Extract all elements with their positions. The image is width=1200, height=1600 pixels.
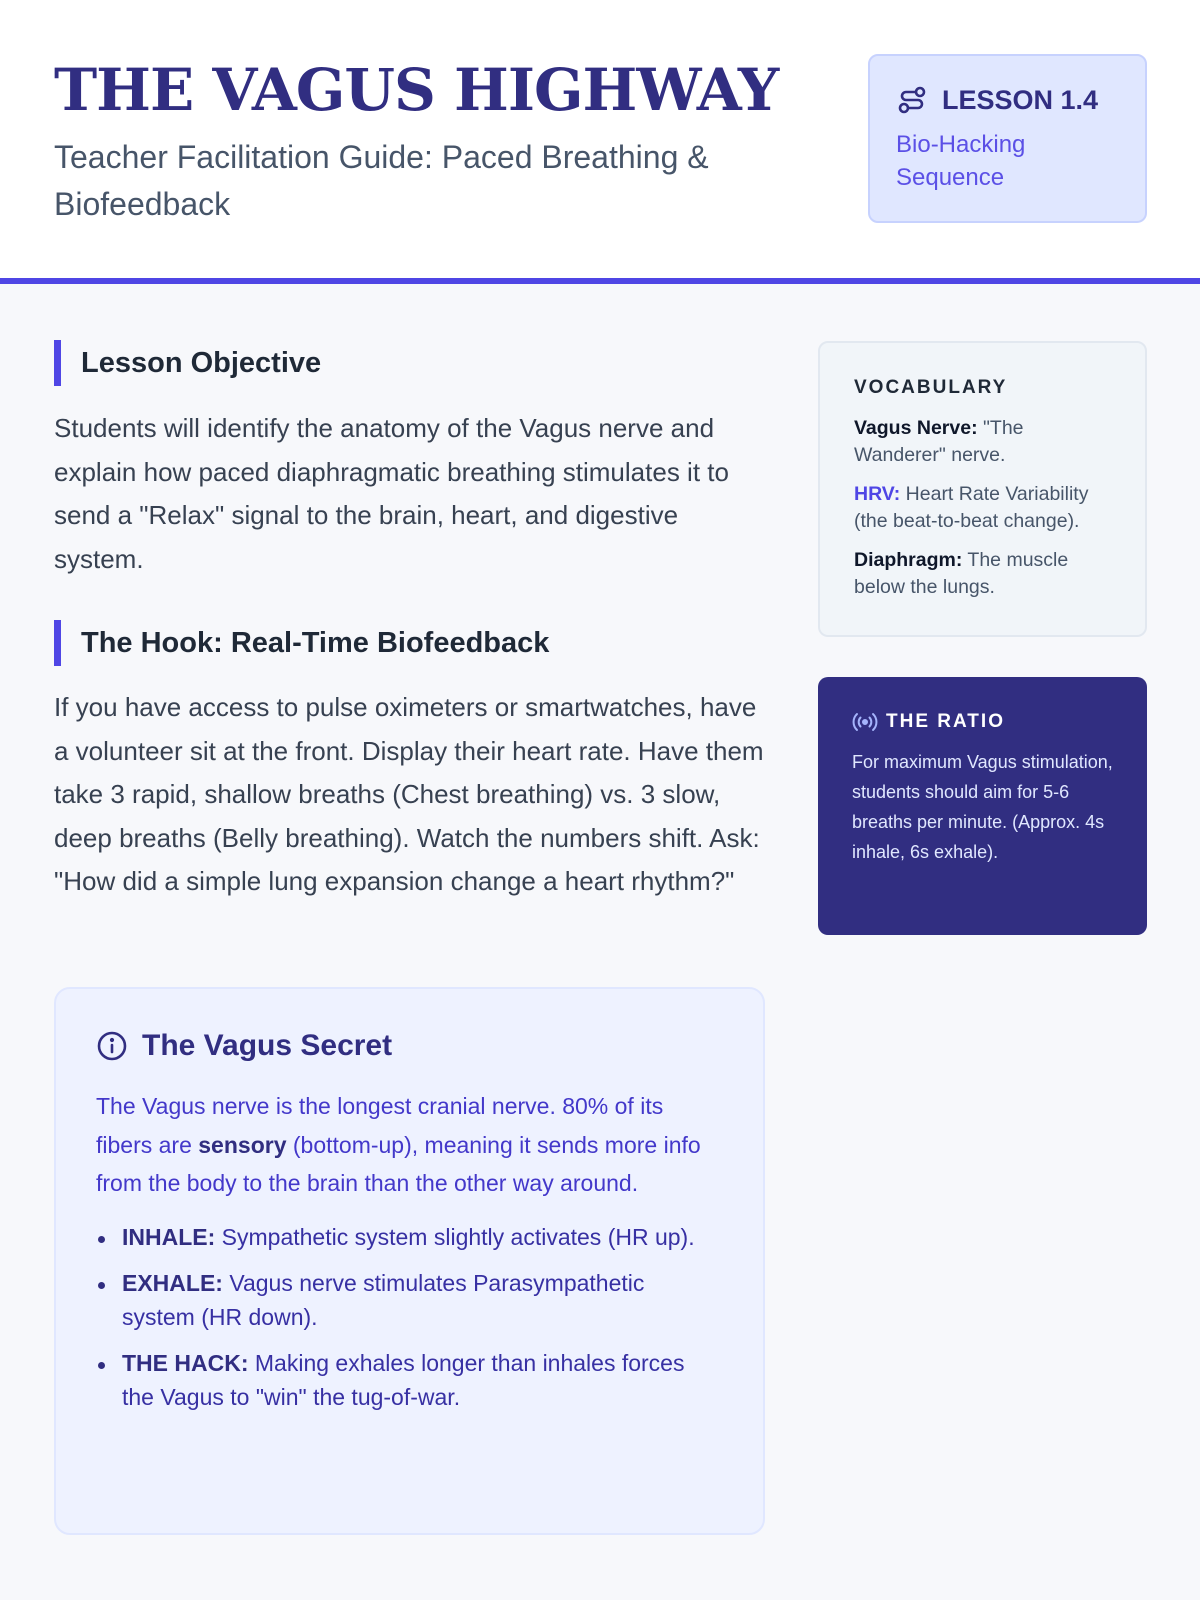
page-subtitle: Teacher Facilitation Guide: Paced Breathing & Biofeedback [54,139,709,222]
vocab-definition: Heart Rate Variability (the beat-to-beat change). [854,483,1089,532]
objective-heading: Lesson Objective [54,340,321,386]
broadcast-icon [852,712,878,732]
secret-title: The Vagus Secret [142,1029,393,1062]
objective-text: Students will identify the anatomy of the Vagus nerve and explain how paced diaphragmatic breathing stimulates it to send a "Relax" signal to the brain, heart, and digestive system. [54,413,729,574]
lesson-number: LESSON 1.4 [942,84,1099,115]
page-header [0,0,1200,284]
secret-list [96,1221,721,1415]
list-item: EXHALE: Vagus nerve stimulates Parasympathetic system (HR down). [96,1267,721,1334]
vagus-secret-callout [54,987,765,1535]
list-item: INHALE: Sympathetic system slightly activates (HR up). [96,1221,721,1255]
vocabulary-title: VOCABULARY [854,377,1008,398]
vocab-definition: The muscle below the lungs. [854,549,1069,598]
vocab-item [854,481,1115,535]
list-item: THE HACK: Making exhales longer than inhales forces the Vagus to "win" the tug-of-war. [96,1347,721,1414]
ratio-title: THE RATIO [886,711,1005,732]
vocab-term: Vagus Nerve: [854,417,978,439]
secret-emphasis: sensory [198,1131,287,1158]
hook-text: If you have access to pulse oximeters or smartwatches, have a volunteer sit at the front. Display their heart rate. Have them take 3 rapid, shallow breaths (Chest breathing) vs. 3 slow, deep breaths (Belly breathing). Watch the numbers shift. Ask: "How did a simple lung expansion change a heart rhythm?" [54,692,764,896]
vocab-term: Diaphragm: [854,549,963,571]
vocab-item [854,415,1115,469]
vocab-item [854,547,1115,601]
vocab-definition: "The Wanderer" nerve. [854,417,1024,466]
lesson-sequence: Bio-Hacking Sequence [896,131,1026,191]
info-icon [96,1030,128,1062]
ratio-text: For maximum Vagus stimulation, students should aim for 5-6 breaths per minute. (Approx. 4s inhale, 6s exhale). [852,752,1113,862]
secret-text: The Vagus nerve is the longest cranial nerve. 80% of its fibers are sensory (bottom-up), meaning it sends more info from the body to the brain than the other way around. [96,1093,701,1196]
route-icon [896,84,928,116]
lesson-badge [868,54,1147,223]
ratio-card [818,677,1147,935]
page-title: THE VAGUS HIGHWAY [54,56,779,124]
vocabulary-card [818,341,1147,637]
vocab-term: HRV: [854,483,901,505]
hook-heading: The Hook: Real-Time Biofeedback [54,620,549,666]
